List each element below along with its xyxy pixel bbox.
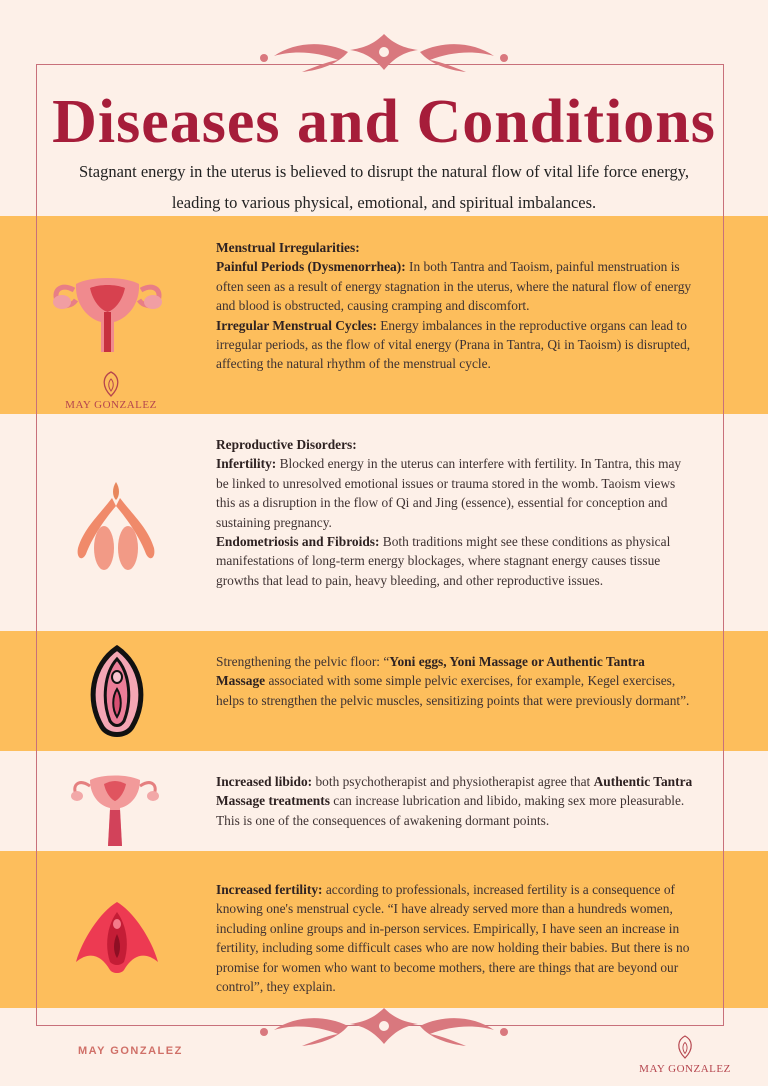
footer-lotus-icon	[674, 1034, 696, 1060]
page-title: Diseases and Conditions	[52, 88, 716, 156]
subtitle-line-1: Stagnant energy in the uterus is believed to disrupt the natural flow of vital life force energy,	[78, 162, 690, 181]
endometriosis-label: Endometriosis and Fibroids:	[216, 534, 380, 550]
section-reproductive-text	[216, 435, 696, 590]
infertility-label: Infertility:	[216, 456, 277, 472]
reproductive-organ-icon	[68, 770, 162, 848]
section-libido-text	[216, 772, 696, 830]
fertility-label: Increased fertility:	[216, 882, 323, 897]
page-subtitle	[50, 156, 718, 218]
infertility-text: Blocked energy in the uterus can interfere with fertility. In Tantra, this may be linked to unresolved emotional issues or trauma stored in the womb. Taoism views this as a disruption in the flow of Qi and Jing (essence), essential for conception and sustaining pregnancy.	[216, 456, 682, 530]
footer-brand-right: MAY GONZALEZ	[639, 1063, 731, 1075]
brand-lotus-icon	[99, 370, 123, 398]
footer-brand-left: MAY GONZALEZ	[78, 1045, 183, 1057]
section-reproductive-heading: Reproductive Disorders:	[216, 437, 357, 452]
endometriosis-text: Both traditions might see these conditions as physical manifestations of long-term energy blockages, where stagnant energy causes tissue growths that lead to pain, heavy bleeding, and other reproductive issues.	[216, 534, 671, 588]
pelvic-intro: Strengthening the pelvic floor: “	[216, 654, 390, 669]
section-menstrual-text	[216, 238, 696, 374]
subtitle-line-2: leading to various physical, emotional, and spiritual imbalances.	[171, 193, 597, 212]
section-fertility-text	[216, 880, 696, 996]
section-pelvic-text	[216, 652, 696, 710]
vulva-icon	[74, 900, 160, 976]
brand-logo-text: MAY GONZALEZ	[65, 399, 157, 411]
painful-periods-text: In both Tantra and Taoism, painful menstruation is often seen as a result of energy stagnation in the uterus, where the natural flow of energy and blood is obstructed, causing cramping and discomfort.	[216, 259, 692, 314]
pelvic-bold: Yoni eggs, Yoni Massage or Authentic Tantra Massage	[216, 654, 645, 689]
yoni-icon	[82, 645, 152, 739]
libido-text-2: can increase lubrication and libido, making sex more pleasurable. This is one of the consequences of awakening dormant points.	[216, 793, 685, 828]
section-menstrual-heading: Menstrual Irregularities:	[216, 240, 360, 255]
fertility-text: according to professionals, increased fertility is a consequence of knowing one's menstrual cycle. “I have already served more than a hundreds women, including online groups and in-person services. Empirically, I have seen an increase in fertility, including some difficult cases who are now holding their babies. But there is no promise for women who want to become mothers, there are things that are beyond our control”, they explain.	[216, 882, 690, 995]
uterus-icon	[50, 262, 165, 358]
ornament-flourish-bottom	[254, 1004, 514, 1050]
libido-text-1: both psychotherapist and physiotherapist agree that	[312, 774, 594, 789]
libido-bold: Authentic Tantra Massage treatments	[216, 774, 693, 809]
libido-label: Increased libido:	[216, 774, 313, 789]
ornament-flourish-top	[254, 30, 514, 76]
irregular-cycles-label: Irregular Menstrual Cycles:	[216, 317, 377, 333]
painful-periods-label: Painful Periods (Dysmenorrhea):	[216, 259, 406, 275]
pelvic-rest: associated with some simple pelvic exercises, for example, Kegel exercises, helps to strengthen the pelvic muscles, sensitizing points that were previously dormant”.	[216, 673, 690, 708]
irregular-cycles-text: Energy imbalances in the reproductive organs can lead to irregular periods, as the flow of vital energy (Prana in Tantra, Qi in Taoism) is disrupted, affecting the natural rhythm of the menstrual cycle.	[216, 317, 691, 372]
clitoris-anatomy-icon	[74, 478, 158, 576]
